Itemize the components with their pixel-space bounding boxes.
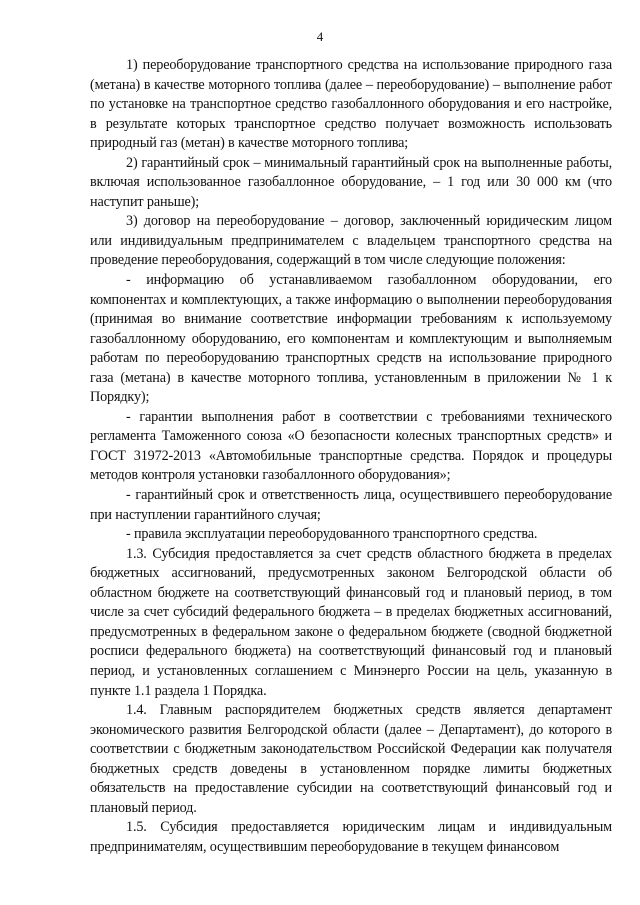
contract-clause-equipment-info: - информацию об устанавливаемом газобаллонном оборудовании, его компонентах и комплектующих, а также информацию о выполнении переоборудования (принимая во внимание соответствие информации требованиям к используемому газобаллонному оборудованию, его компонентам и комплектующим и выполняемым работам по переоборудованию транспортных средств на использование природного газа (метана) в качестве моторного топлива, установленным в приложении № 1 к Порядку);: [90, 272, 612, 406]
clause-1-5-subsidy-recipients: 1.5. Субсидия предоставляется юридическим лицам и индивидуальным предпринимателям, осуществившим переоборудование в текущем финансовом: [90, 819, 612, 855]
clause-1-4-budget-manager: 1.4. Главным распорядителем бюджетных средств является департамент экономического развития Белгородской области (далее – Департамент), до которого в соответствии с бюджетным законодательством Российской Федерации как получателя бюджетных средств доведены в установленном порядке лимиты бюджетных обязательств на предоставление субсидии на соответствующий финансовый год и плановый период.: [90, 702, 612, 816]
page-number: 4: [316, 29, 324, 44]
contract-clause-operating-rules: - правила эксплуатации переоборудованного транспортного средства.: [126, 526, 538, 543]
definition-warranty-period: 2) гарантийный срок – минимальный гарантийный срок на выполненные работы, включая использованное газобаллонное оборудование, – 1 год или 30 000 км (что наступит раньше);: [90, 154, 612, 210]
definition-conversion: 1) переоборудование транспортного средства на использование природного газа (метана) в качестве моторного топлива (далее – переоборудование) – выполнение работ по установке на транспортное средство газобаллонного оборудования и его настройке, в результате которых транспортное средство получает возможность использовать природный газ (метан) в качестве моторного топлива;: [90, 57, 612, 152]
contract-clause-work-guarantees: - гарантии выполнения работ в соответствии с требованиями технического регламента Таможенного союза «О безопасности колесных транспортных средств» и ГОСТ 31972-2013 «Автомобильные транспортные средства. Порядок и процедуры методов контроля установки газобаллонного оборудования»;: [90, 408, 612, 484]
clause-1-3-subsidy-funding: 1.3. Субсидия предоставляется за счет средств областного бюджета в пределах бюджетных ассигнований, предусмотренных законом Белгородской области об областном бюджете на соответствующий финансовый год и плановый период, в том числе за счет субсидий федерального бюджета – в пределах бюджетных ассигнований, предусмотренных в федеральном законе о федеральном бюджете (сводной бюджетной росписи федерального бюджета) на соответствующий финансовый год и плановый период, и установленных соглашением с Минэнерго России на цель, указанную в пункте 1.1 раздела 1 Порядка.: [90, 545, 612, 699]
document-body: [90, 56, 612, 857]
definition-conversion-contract: 3) договор на переоборудование – договор, заключенный юридическим лицом или индивидуальным предпринимателем с владельцем транспортного средства на проведение переоборудования, содержащий в том числе следующие положения:: [90, 213, 612, 269]
contract-clause-warranty-liability: - гарантийный срок и ответственность лица, осуществившего переоборудование при наступлении гарантийного случая;: [90, 487, 612, 523]
